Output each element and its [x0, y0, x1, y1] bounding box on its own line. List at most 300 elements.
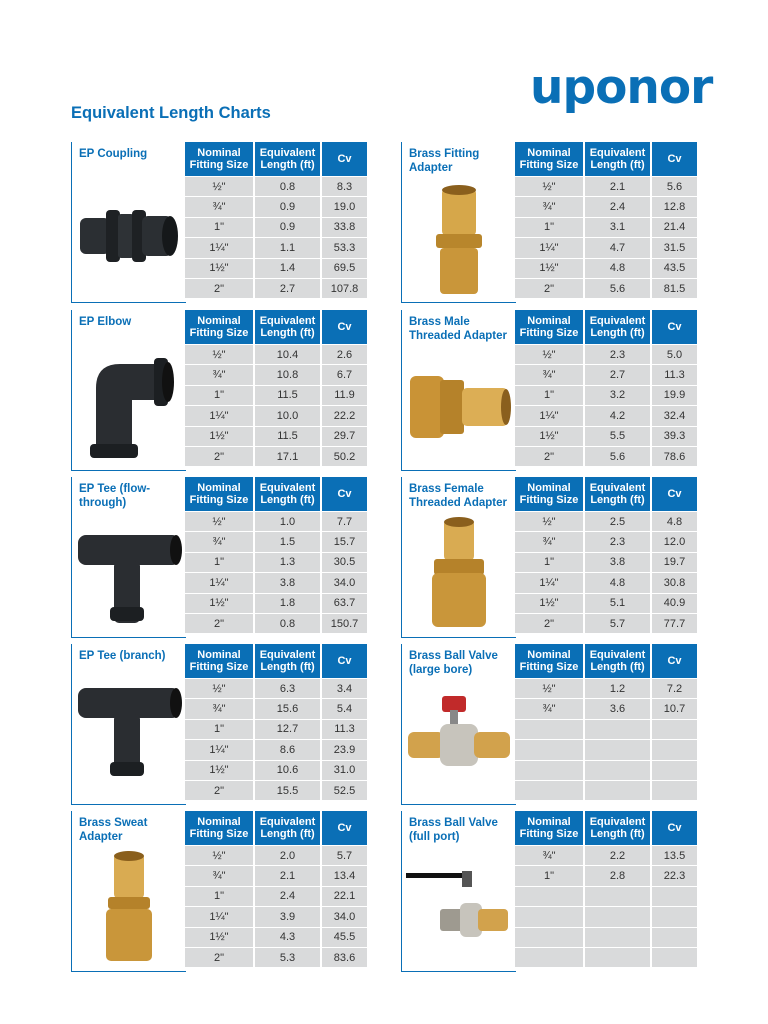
- length-cell: [585, 720, 652, 739]
- product-panel: [71, 811, 186, 972]
- table-row: [515, 385, 697, 405]
- product-name: Brass Ball Valve (large bore): [409, 650, 498, 676]
- length-cell: 0.8: [255, 614, 322, 633]
- length-cell: [585, 928, 652, 947]
- cv-cell: [652, 907, 697, 926]
- length-cell: 2.5: [585, 512, 652, 531]
- size-cell: [515, 948, 585, 967]
- header-nominal-size: Nominal Fitting Size: [185, 644, 255, 678]
- table-row: [515, 739, 697, 759]
- equivalent-length-table: [185, 811, 367, 964]
- table-row: [185, 552, 367, 572]
- header-equivalent-length: Equivalent Length (ft): [585, 811, 652, 845]
- length-cell: 4.8: [585, 573, 652, 592]
- cv-cell: 22.3: [652, 866, 697, 885]
- header-equivalent-length: Equivalent Length (ft): [255, 142, 322, 176]
- size-cell: ½": [515, 345, 585, 364]
- size-cell: 1": [515, 553, 585, 572]
- size-cell: 1¼": [185, 406, 255, 425]
- table-row: [185, 698, 367, 718]
- table-row: [515, 278, 697, 298]
- table-row: [185, 593, 367, 613]
- cv-cell: 22.1: [322, 887, 367, 906]
- length-cell: 0.8: [255, 177, 322, 196]
- size-cell: 1": [515, 866, 585, 885]
- cv-cell: 34.0: [322, 573, 367, 592]
- table-header: [185, 142, 367, 176]
- table-row: [515, 196, 697, 216]
- table-row: [185, 385, 367, 405]
- cv-cell: 30.8: [652, 573, 697, 592]
- size-cell: 2": [185, 614, 255, 633]
- length-cell: 3.1: [585, 218, 652, 237]
- table-row: [515, 426, 697, 446]
- size-cell: ½": [185, 512, 255, 531]
- length-cell: [585, 740, 652, 759]
- cv-cell: 8.3: [322, 177, 367, 196]
- header-cv: Cv: [652, 644, 697, 678]
- cv-cell: [652, 948, 697, 967]
- length-cell: 2.3: [585, 532, 652, 551]
- equivalent-length-table: [515, 644, 697, 716]
- length-cell: 2.1: [585, 177, 652, 196]
- table-row: [185, 947, 367, 967]
- table-header: [185, 310, 367, 344]
- header-cv: Cv: [652, 477, 697, 511]
- product-name: EP Elbow: [79, 316, 132, 328]
- table-row: [185, 886, 367, 906]
- table-row: [185, 845, 367, 865]
- product-name: Brass Fitting Adapter: [409, 148, 480, 174]
- table-row: [515, 906, 697, 926]
- table-row: [185, 927, 367, 947]
- size-cell: ¾": [515, 532, 585, 551]
- length-cell: 2.7: [585, 365, 652, 384]
- header-nominal-size: Nominal Fitting Size: [515, 811, 585, 845]
- table-header: [515, 644, 697, 678]
- header-nominal-size: Nominal Fitting Size: [185, 477, 255, 511]
- header-equivalent-length: Equivalent Length (ft): [585, 142, 652, 176]
- length-cell: [585, 761, 652, 780]
- header-nominal-size: Nominal Fitting Size: [185, 142, 255, 176]
- table-header: [515, 811, 697, 845]
- cv-cell: 21.4: [652, 218, 697, 237]
- table-row: [515, 780, 697, 800]
- cv-cell: 63.7: [322, 594, 367, 613]
- fitting-block: [71, 477, 367, 639]
- length-cell: 12.7: [255, 720, 322, 739]
- size-cell: ½": [515, 512, 585, 531]
- cv-cell: 43.5: [652, 259, 697, 278]
- header-equivalent-length: Equivalent Length (ft): [585, 310, 652, 344]
- cv-cell: 50.2: [322, 447, 367, 466]
- size-cell: 1¼": [185, 573, 255, 592]
- cv-cell: 11.3: [322, 720, 367, 739]
- cv-cell: 107.8: [322, 279, 367, 298]
- size-cell: ¾": [185, 532, 255, 551]
- product-name: Brass Ball Valve (full port): [409, 817, 498, 843]
- table-row: [515, 845, 697, 865]
- table-row: [515, 865, 697, 885]
- equivalent-length-table: [185, 644, 367, 797]
- size-cell: 1": [185, 386, 255, 405]
- equivalent-length-table: [515, 477, 697, 630]
- cv-cell: 77.7: [652, 614, 697, 633]
- equivalent-length-table: [515, 142, 697, 295]
- table-row: [515, 719, 697, 739]
- length-cell: 1.0: [255, 512, 322, 531]
- size-cell: 1": [185, 218, 255, 237]
- brass-fitting-adapter-image: [406, 180, 512, 296]
- size-cell: ¾": [185, 866, 255, 885]
- product-panel: [71, 310, 186, 471]
- size-cell: 2": [185, 279, 255, 298]
- size-cell: 1": [185, 887, 255, 906]
- product-panel: [401, 644, 516, 805]
- size-cell: ½": [185, 846, 255, 865]
- length-cell: 4.8: [585, 259, 652, 278]
- cv-cell: 30.5: [322, 553, 367, 572]
- product-name: EP Coupling: [79, 148, 148, 160]
- size-cell: ½": [515, 177, 585, 196]
- table-header: [515, 142, 697, 176]
- cv-cell: 5.4: [322, 699, 367, 718]
- length-cell: 11.5: [255, 386, 322, 405]
- product-panel: [401, 811, 516, 972]
- size-cell: 2": [185, 447, 255, 466]
- table-row: [515, 947, 697, 967]
- cv-cell: [652, 928, 697, 947]
- length-cell: 1.8: [255, 594, 322, 613]
- table-row: [515, 613, 697, 633]
- size-cell: 1½": [185, 259, 255, 278]
- cv-cell: 5.0: [652, 345, 697, 364]
- table-row: [515, 217, 697, 237]
- size-cell: 1½": [515, 594, 585, 613]
- length-cell: 3.2: [585, 386, 652, 405]
- fitting-block: [71, 644, 367, 806]
- black-coupling-image: [76, 180, 182, 296]
- table-row: [185, 531, 367, 551]
- header-nominal-size: Nominal Fitting Size: [515, 644, 585, 678]
- table-row: [515, 364, 697, 384]
- size-cell: 1": [515, 218, 585, 237]
- cv-cell: 19.0: [322, 197, 367, 216]
- table-row: [515, 927, 697, 947]
- cv-cell: 40.9: [652, 594, 697, 613]
- size-cell: ¾": [185, 699, 255, 718]
- product-panel: [401, 310, 516, 471]
- table-row: [185, 865, 367, 885]
- table-header: [515, 477, 697, 511]
- length-cell: 8.6: [255, 740, 322, 759]
- length-cell: 11.5: [255, 427, 322, 446]
- length-cell: 0.9: [255, 218, 322, 237]
- header-equivalent-length: Equivalent Length (ft): [255, 310, 322, 344]
- length-cell: 2.2: [585, 846, 652, 865]
- size-cell: ½": [185, 177, 255, 196]
- cv-cell: 12.8: [652, 197, 697, 216]
- cv-cell: 53.3: [322, 238, 367, 257]
- header-equivalent-length: Equivalent Length (ft): [255, 644, 322, 678]
- size-cell: 1½": [185, 427, 255, 446]
- length-cell: 3.6: [585, 699, 652, 718]
- cv-cell: [652, 781, 697, 800]
- product-panel: [71, 142, 186, 303]
- fitting-block: [401, 811, 697, 973]
- size-cell: 1½": [185, 594, 255, 613]
- size-cell: [515, 720, 585, 739]
- header-nominal-size: Nominal Fitting Size: [515, 310, 585, 344]
- table-row: [515, 176, 697, 196]
- table-row: [185, 344, 367, 364]
- header-cv: Cv: [652, 142, 697, 176]
- length-cell: 2.3: [585, 345, 652, 364]
- product-panel: [71, 644, 186, 805]
- length-cell: 1.2: [585, 679, 652, 698]
- table-header: [185, 477, 367, 511]
- length-cell: 1.3: [255, 553, 322, 572]
- product-name: EP Tee (branch): [79, 650, 166, 662]
- fitting-block: [401, 142, 697, 304]
- size-cell: [515, 887, 585, 906]
- brass-male-threaded-image: [406, 348, 512, 464]
- table-row: [515, 760, 697, 780]
- table-row: [185, 364, 367, 384]
- table-row: [185, 760, 367, 780]
- cv-cell: 22.2: [322, 406, 367, 425]
- cv-cell: 12.0: [652, 532, 697, 551]
- cv-cell: 23.9: [322, 740, 367, 759]
- length-cell: 3.9: [255, 907, 322, 926]
- size-cell: [515, 740, 585, 759]
- size-cell: 1¼": [515, 573, 585, 592]
- cv-cell: 3.4: [322, 679, 367, 698]
- product-name: EP Tee (flow-through): [79, 483, 151, 509]
- table-row: [185, 176, 367, 196]
- header-nominal-size: Nominal Fitting Size: [515, 142, 585, 176]
- cv-cell: 81.5: [652, 279, 697, 298]
- cv-cell: 31.5: [652, 238, 697, 257]
- size-cell: ½": [185, 679, 255, 698]
- length-cell: 5.6: [585, 447, 652, 466]
- product-panel: [401, 477, 516, 638]
- black-tee-branch-image: [76, 682, 182, 798]
- fitting-block: [71, 142, 367, 304]
- page-title: Equivalent Length Charts: [71, 104, 271, 122]
- length-cell: 2.8: [585, 866, 652, 885]
- fitting-block: [401, 310, 697, 472]
- size-cell: 2": [185, 948, 255, 967]
- table-row: [515, 552, 697, 572]
- size-cell: [515, 907, 585, 926]
- size-cell: [515, 761, 585, 780]
- header-equivalent-length: Equivalent Length (ft): [585, 644, 652, 678]
- length-cell: 17.1: [255, 447, 322, 466]
- cv-cell: 69.5: [322, 259, 367, 278]
- fitting-block: [401, 477, 697, 639]
- size-cell: ¾": [185, 197, 255, 216]
- length-cell: 2.1: [255, 866, 322, 885]
- table-row: [185, 739, 367, 759]
- table-row: [515, 446, 697, 466]
- table-row: [185, 613, 367, 633]
- fitting-block: [71, 811, 367, 973]
- length-cell: 15.6: [255, 699, 322, 718]
- length-cell: 5.3: [255, 948, 322, 967]
- table-row: [515, 886, 697, 906]
- size-cell: 2": [185, 781, 255, 800]
- length-cell: 0.9: [255, 197, 322, 216]
- size-cell: 1¼": [185, 907, 255, 926]
- table-row: [515, 511, 697, 531]
- cv-cell: 52.5: [322, 781, 367, 800]
- table-row: [185, 258, 367, 278]
- table-row: [185, 405, 367, 425]
- header-cv: Cv: [322, 811, 367, 845]
- length-cell: 6.3: [255, 679, 322, 698]
- size-cell: 1¼": [515, 238, 585, 257]
- cv-cell: 5.6: [652, 177, 697, 196]
- cv-cell: 2.6: [322, 345, 367, 364]
- header-cv: Cv: [652, 811, 697, 845]
- cv-cell: 78.6: [652, 447, 697, 466]
- size-cell: [515, 781, 585, 800]
- table-row: [185, 572, 367, 592]
- size-cell: 2": [515, 447, 585, 466]
- size-cell: 1½": [185, 761, 255, 780]
- black-tee-flow-image: [76, 515, 182, 631]
- length-cell: 3.8: [585, 553, 652, 572]
- header-cv: Cv: [322, 142, 367, 176]
- uponor-logo: uponor: [530, 60, 713, 115]
- table-row: [185, 906, 367, 926]
- length-cell: 1.5: [255, 532, 322, 551]
- header-nominal-size: Nominal Fitting Size: [515, 477, 585, 511]
- size-cell: 1½": [515, 259, 585, 278]
- length-cell: 5.7: [585, 614, 652, 633]
- table-header: [185, 644, 367, 678]
- length-cell: 1.4: [255, 259, 322, 278]
- length-cell: [585, 781, 652, 800]
- table-header: [185, 811, 367, 845]
- cv-cell: 15.7: [322, 532, 367, 551]
- length-cell: 5.6: [585, 279, 652, 298]
- table-row: [185, 780, 367, 800]
- size-cell: ¾": [515, 365, 585, 384]
- cv-cell: [652, 740, 697, 759]
- fitting-block: [71, 310, 367, 472]
- table-row: [515, 405, 697, 425]
- length-cell: 10.6: [255, 761, 322, 780]
- ball-valve-full-image: [406, 849, 512, 965]
- size-cell: ¾": [515, 699, 585, 718]
- size-cell: 1½": [185, 928, 255, 947]
- length-cell: 1.1: [255, 238, 322, 257]
- cv-cell: 4.8: [652, 512, 697, 531]
- cv-cell: 5.7: [322, 846, 367, 865]
- cv-cell: 39.3: [652, 427, 697, 446]
- table-row: [515, 678, 697, 698]
- header-equivalent-length: Equivalent Length (ft): [585, 477, 652, 511]
- size-cell: 1": [185, 553, 255, 572]
- size-cell: 2": [515, 614, 585, 633]
- length-cell: 3.8: [255, 573, 322, 592]
- size-cell: 1": [515, 386, 585, 405]
- cv-cell: [652, 887, 697, 906]
- cv-cell: 7.2: [652, 679, 697, 698]
- length-cell: 10.4: [255, 345, 322, 364]
- table-header: [515, 310, 697, 344]
- header-cv: Cv: [322, 477, 367, 511]
- cv-cell: [652, 761, 697, 780]
- size-cell: [515, 928, 585, 947]
- size-cell: ¾": [185, 365, 255, 384]
- cv-cell: [652, 720, 697, 739]
- cv-cell: 45.5: [322, 928, 367, 947]
- size-cell: 2": [515, 279, 585, 298]
- table-row: [185, 237, 367, 257]
- length-cell: [585, 887, 652, 906]
- cv-cell: 13.4: [322, 866, 367, 885]
- length-cell: 2.4: [585, 197, 652, 216]
- cv-cell: 83.6: [322, 948, 367, 967]
- cv-cell: 29.7: [322, 427, 367, 446]
- brass-sweat-image: [76, 849, 182, 965]
- table-row: [515, 344, 697, 364]
- product-name: Brass Female Threaded Adapter: [409, 483, 507, 509]
- equivalent-length-table: [185, 142, 367, 295]
- header-equivalent-length: Equivalent Length (ft): [255, 477, 322, 511]
- length-cell: 4.3: [255, 928, 322, 947]
- size-cell: ½": [185, 345, 255, 364]
- length-cell: 2.4: [255, 887, 322, 906]
- length-cell: [585, 948, 652, 967]
- table-row: [185, 426, 367, 446]
- cv-cell: 11.3: [652, 365, 697, 384]
- table-row: [185, 196, 367, 216]
- table-row: [185, 446, 367, 466]
- product-name: Brass Sweat Adapter: [79, 817, 148, 843]
- header-equivalent-length: Equivalent Length (ft): [255, 811, 322, 845]
- product-panel: [71, 477, 186, 638]
- table-row: [515, 258, 697, 278]
- table-row: [185, 278, 367, 298]
- cv-cell: 31.0: [322, 761, 367, 780]
- size-cell: 1¼": [185, 238, 255, 257]
- table-row: [515, 698, 697, 718]
- black-elbow-image: [76, 348, 182, 464]
- product-panel: [401, 142, 516, 303]
- size-cell: ¾": [515, 846, 585, 865]
- equivalent-length-table: [515, 310, 697, 463]
- header-nominal-size: Nominal Fitting Size: [185, 811, 255, 845]
- ball-valve-large-image: [406, 682, 512, 798]
- cv-cell: 32.4: [652, 406, 697, 425]
- cv-cell: 33.8: [322, 218, 367, 237]
- equivalent-length-table: [515, 811, 697, 883]
- product-name: Brass Male Threaded Adapter: [409, 316, 507, 342]
- cv-cell: 10.7: [652, 699, 697, 718]
- brass-female-threaded-image: [406, 515, 512, 631]
- cv-cell: 34.0: [322, 907, 367, 926]
- header-cv: Cv: [322, 644, 367, 678]
- table-row: [515, 531, 697, 551]
- table-row: [185, 511, 367, 531]
- equivalent-length-table: [185, 477, 367, 630]
- length-cell: 10.8: [255, 365, 322, 384]
- header-cv: Cv: [322, 310, 367, 344]
